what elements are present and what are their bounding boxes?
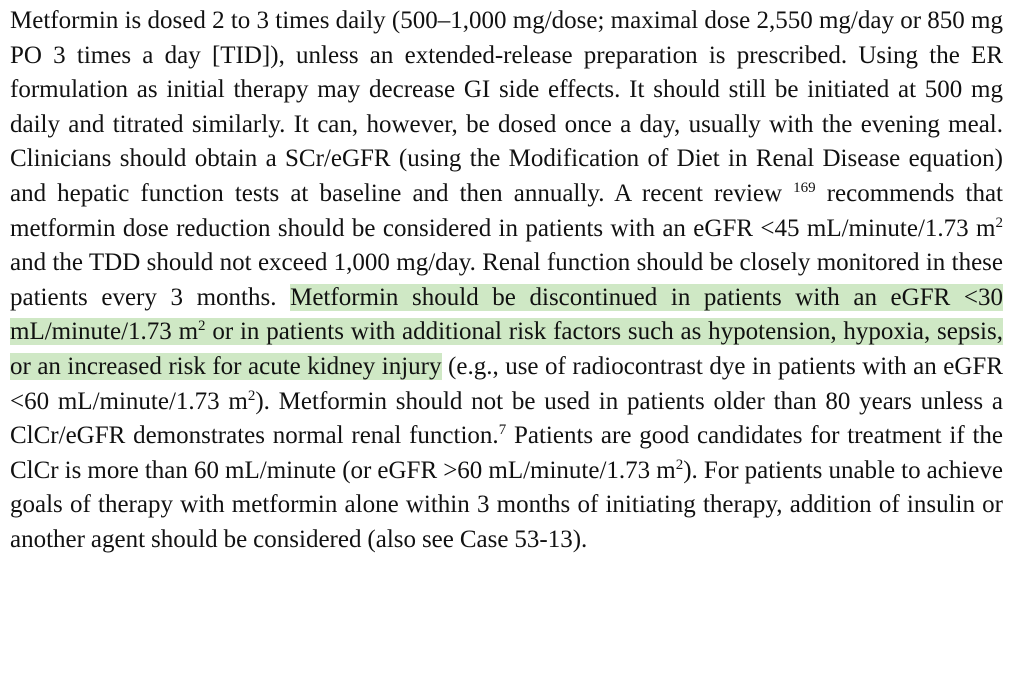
text-segment: Metformin is dosed 2 to 3 times daily (500–1,000 mg/dose; maximal dose 2,550 mg/day or 850 mg PO 3 times a day [TID]), unless an extended-release preparation is prescribed. Using the ER formulation as initial therapy may decrease GI side effects. It should still be initiated at 500 mg daily and titrated similarly. It can, however, be dosed once a day, usually with the evening meal. Clinicians should obtain a SCr/eGFR (using the Modification of Diet in Renal Disease equation) and hepatic function tests at baseline and then annually. A recent review (10, 7, 1003, 207)
highlighted-segment: Metformin should be discontinued in patients with an eGFR <30 mL/minute/1.73 m (10, 283, 1004, 346)
text-segment: ). Metformin should not be used in patients older than 80 years unless a ClCr/eGFR demonstrates normal renal function. (10, 387, 1003, 450)
body-paragraph (10, 4, 1003, 558)
text-segment: recommends that metformin dose reduction should be considered in patients with an eGFR <45 mL/minute/1.73 m (10, 179, 1003, 242)
document-page (10, 4, 1003, 558)
squared-superscript: 2 (675, 456, 684, 473)
reference-superscript: 7 (498, 422, 507, 439)
text-segment: Patients are good candidates for treatment if the ClCr is more than 60 mL/minute (or eGFR >60 mL/minute/1.73 m (10, 422, 1003, 484)
text-segment: ). For patients unable to achieve goals of therapy with metformin alone within 3 months of initiating therapy, addition of insulin or another agent should be considered (also see Case 53-13). (10, 456, 1003, 553)
text-segment: and the TDD should not exceed 1,000 mg/day. Renal function should be closely monitored in these patients every 3 months. (10, 249, 1003, 311)
text-segment: (e.g., use of radiocontrast dye in patients with an eGFR <60 mL/minute/1.73 m (10, 352, 1003, 415)
reference-superscript: 169 (793, 179, 816, 196)
squared-superscript: 2 (198, 318, 206, 335)
highlighted-segment: or in patients with additional risk factors such as hypotension, hypoxia, sepsis, or an increased risk for acute kidney injury (10, 318, 1003, 380)
squared-superscript: 2 (247, 387, 256, 404)
squared-superscript: 2 (995, 214, 1003, 231)
